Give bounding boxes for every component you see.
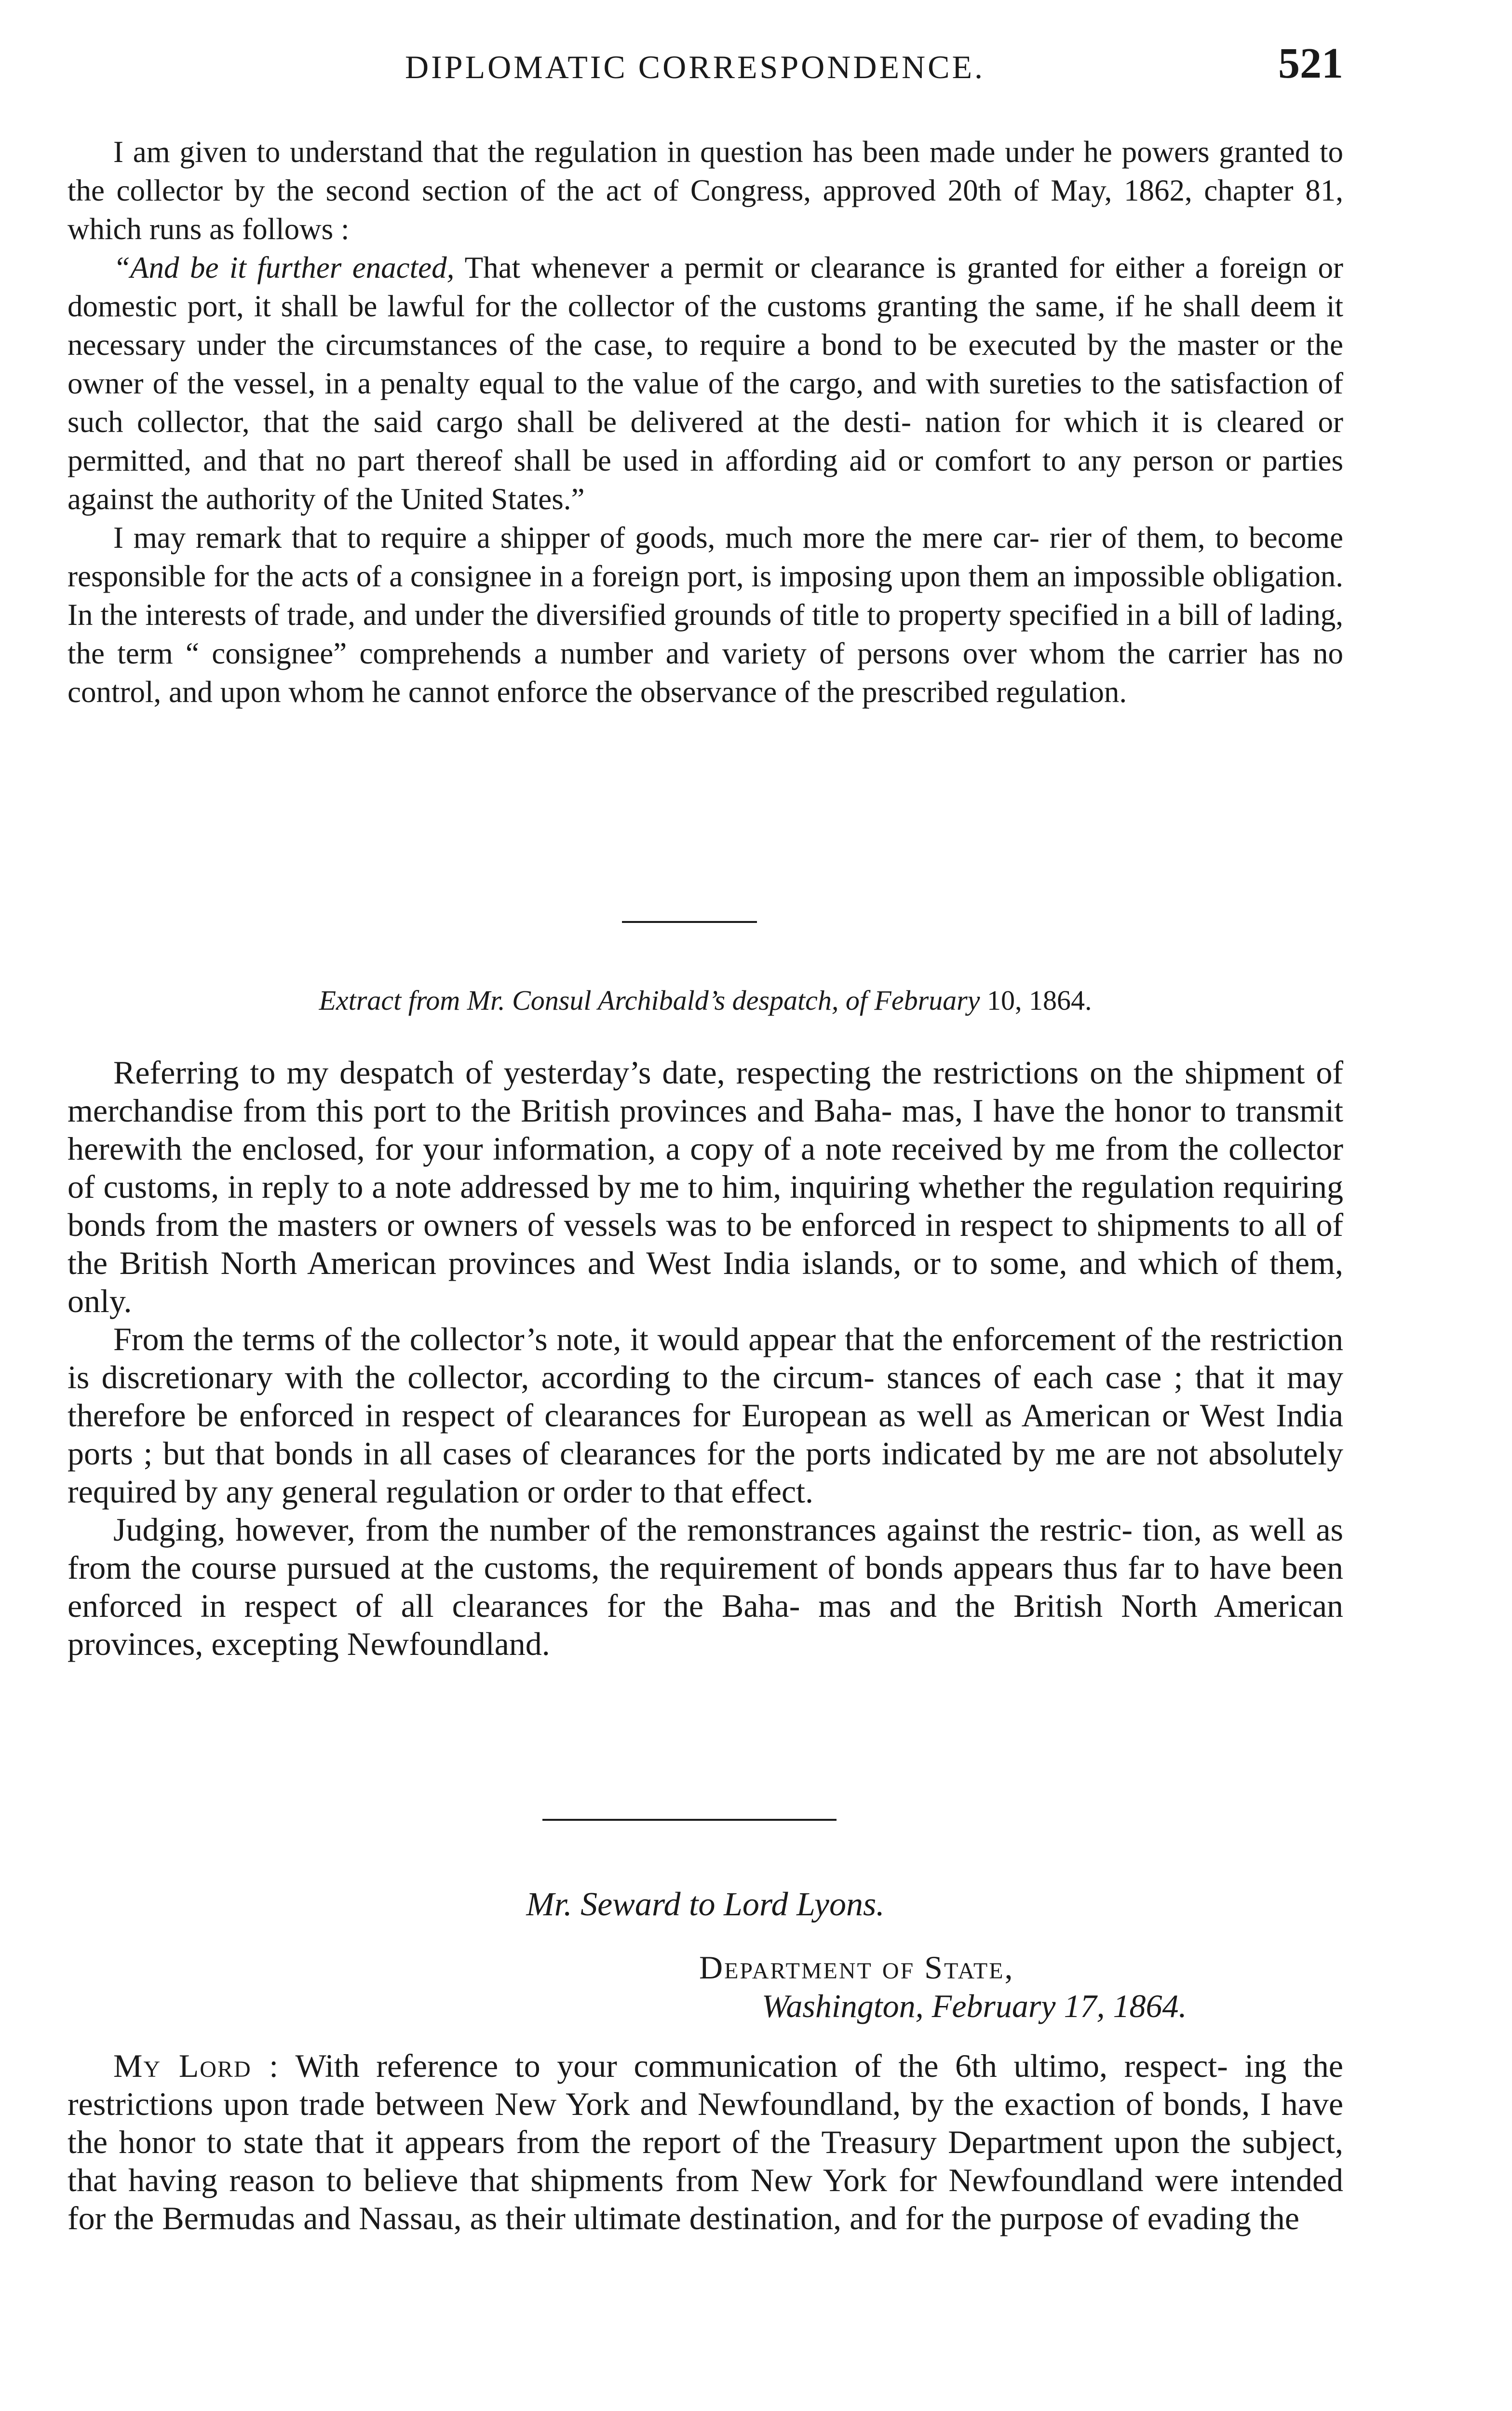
extract-heading-block [68, 981, 1343, 1020]
letter-heading-block [68, 1885, 1343, 1924]
paragraph-extract-1: Referring to my despatch of yesterday’s date, respecting the restrictions on the shipment of merchandise from this port to the British provinces and Baha- mas, I have the honor to transmit herewith the enclosed, for your information, a copy of a note received by me from the collector of customs, in reply to a note addressed by me to him, inquiring whether the regulation requiring bonds from the masters or owners of vessels was to be enforced in respect to shipments to all of the British North American provinces and West India islands, or to some, and which of them, only. [68, 1054, 1343, 1319]
paragraph-remark: I may remark that to require a shipper of goods, much more the mere car- rier of them, to become responsible for the acts of a consignee in a foreign port, is imposing upon them an impossible obligation. In the interests of trade, and under the diversified grounds of title to property specified in a bill of lading, the term “ consignee” comprehends a number and variety of persons over whom the carrier has no control, and upon whom he cannot enforce the observance of the prescribed regulation. [68, 521, 1343, 709]
extract-heading-date: 10, 1864. [980, 985, 1092, 1016]
section-divider [622, 921, 757, 923]
letter-body-text: With reference to your communication of the 6th ultimo, respect- ing the restrictions upon trade between New York and Newfoundland, by the exaction of bonds, I have the honor to state that it appears from the report of the Treasury Department upon the subject, that having reason to believe that shipments from New York for Newfoundland were intended for the Bermudas and Nassau, as their ultimate destination, and for the purpose of evading the [68, 2047, 1343, 2236]
paragraph-extract-3: Judging, however, from the number of the remonstrances against the restric- tion, as well as from the course pursued at the customs, the requirement of bonds appears thus far to have been enforced in respect of all clearances for the Baha- mas and the British North American provinces, excepting Newfoundland. [68, 1511, 1343, 1662]
letter-dateline [699, 1948, 1187, 2025]
page-number: 521 [1278, 40, 1343, 87]
running-head [68, 39, 1343, 92]
section-regulation [68, 133, 1343, 711]
department-line: Department of State, [699, 1949, 1014, 1986]
quote-lead: “And be it further enacted, [113, 251, 455, 284]
letter-heading: Mr. Seward to Lord Lyons. [526, 1886, 885, 1923]
section-letter [68, 2047, 1343, 2237]
section-divider-2 [542, 1819, 837, 1821]
running-title: DIPLOMATIC CORRESPONDENCE. [405, 49, 985, 85]
salutation: My Lord : [113, 2047, 280, 2084]
extract-heading-text: Extract from Mr. Consul Archibald’s despatch, of February [319, 985, 980, 1016]
paragraph-act-quote [68, 248, 1343, 518]
paragraph-regulation-intro: I am given to understand that the regulation in question has been made under he powers granted to the collector by the second section of the act of Congress, approved 20th of May, 1862, chapter 81, which runs as follows : [68, 135, 1343, 246]
paragraph-letter-body [68, 2047, 1343, 2237]
quote-body: That whenever a permit or clearance is granted for either a foreign or domestic port, it shall be lawful for the collector of the customs granting the same, if he shall deem it necessary under the circumstances of the case, to require a bond to be executed by the master or the owner of the vessel, in a penalty equal to the value of the cargo, and with sureties to the satisfaction of such collector, that the said cargo shall be delivered at the desti- nation for which it is cleared or permitted, and that no part thereof shall be used in affording aid or comfort to any person or parties against the authority of the United States.” [68, 251, 1343, 516]
section-extract [68, 1054, 1343, 1663]
place-date-line: Washington, February 17, 1864. [762, 1988, 1187, 2024]
extract-heading [68, 981, 1343, 1020]
paragraph-extract-2: From the terms of the collector’s note, it would appear that the enforcement of the restriction is discretionary with the collector, according to the circum- stances of each case ; that it may therefore be enforced in respect of clearances for European as well as American or West India ports ; but that bonds in all cases of clearances for the ports indicated by me are not absolutely required by any general regulation or order to that effect. [68, 1321, 1343, 1510]
